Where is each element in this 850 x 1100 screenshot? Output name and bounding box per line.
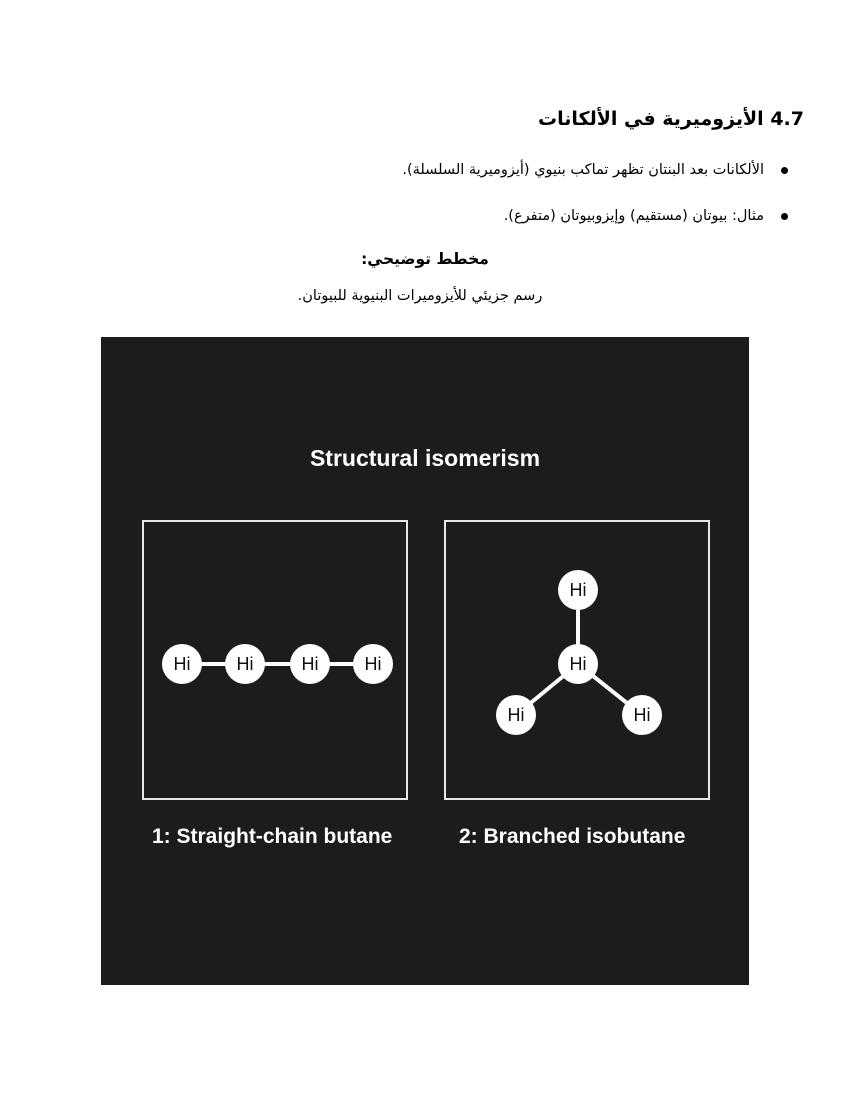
atom-label: Hi <box>569 580 587 600</box>
section-heading: 4.7 الأيزوميرية في الألكانات <box>538 108 804 130</box>
bullet-item <box>268 158 788 182</box>
diagram-caption: رسم جزيئي للأيزوميرات البنيوية للبيوتان. <box>297 288 543 304</box>
figure-title: Structural isomerism <box>309 445 541 471</box>
atom-label: Hi <box>364 654 382 674</box>
atom <box>622 695 662 735</box>
atom-label: Hi <box>236 654 254 674</box>
atom <box>496 695 536 735</box>
atom-label: Hi <box>507 705 525 725</box>
atom <box>290 644 330 684</box>
atom-label: Hi <box>173 654 191 674</box>
bullet-item <box>268 204 788 228</box>
bullet-dot-icon <box>781 213 788 220</box>
branched-panel <box>444 520 710 800</box>
bullet-text: مثال: بيوتان (مستقيم) وإيزوبيوتان (متفرع). <box>503 208 764 224</box>
atom <box>353 644 393 684</box>
straight-chain-label: 1: Straight-chain butane <box>152 825 393 848</box>
atom-label: Hi <box>301 654 319 674</box>
atom <box>558 570 598 610</box>
branched-molecule <box>446 522 712 802</box>
isomerism-figure <box>101 337 749 985</box>
bullet-dot-icon <box>781 167 788 174</box>
bullet-text: الألكانات بعد البنتان تظهر تماكب بنيوي (أيزوميرية السلسلة). <box>402 162 764 178</box>
diagram-heading: مخطط توضيحي: <box>361 250 489 268</box>
atom <box>225 644 265 684</box>
atom <box>162 644 202 684</box>
bullet-list <box>268 158 788 250</box>
branched-label: 2: Branched isobutane <box>459 825 686 848</box>
straight-chain-panel <box>142 520 408 800</box>
atom <box>558 644 598 684</box>
atom-label: Hi <box>633 705 651 725</box>
straight-chain-molecule <box>144 522 410 802</box>
atom-label: Hi <box>569 654 587 674</box>
